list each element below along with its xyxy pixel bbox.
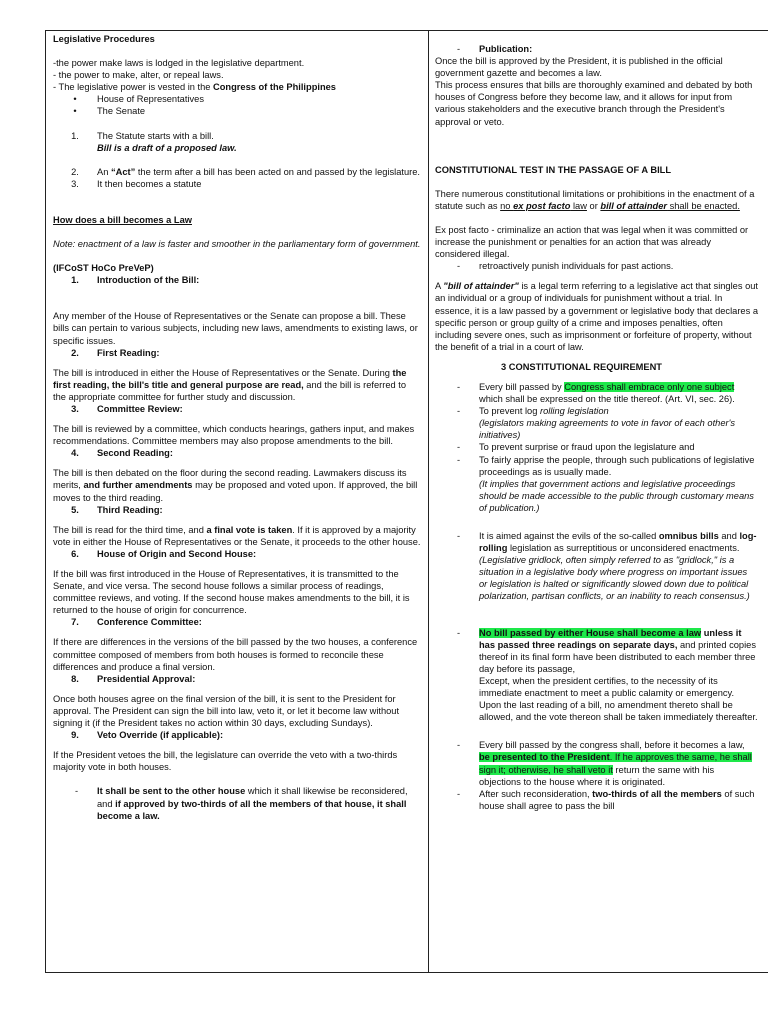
subsection-heading: How does a bill becomes a Law (53, 214, 192, 225)
step-heading: 4. Second Reading: (71, 448, 173, 459)
column-divider (428, 30, 429, 973)
step-body: If there are differences in the versions of the bill passed by the two houses, a conference committee composed of members from both houses is formed to reconcile these differences and produce a final version. (53, 637, 418, 672)
body-text: A "bill of attainder" is a legal term referring to a legislative act that singles out an individual or a group of individuals for punishment without a trial. In essence, it is a law passed by a government or legislative body that declares a specific person or group guilty of a crime and imposes penalties, often including severe ones, such as imprisonment or forfeiture of property, without the benefit of a trial in a court of law. (435, 281, 758, 352)
step-body: The bill is introduced in either the House of Representatives or the Senate. During the first reading, the bill's title and general purpose are read, and the bill is referred to the appropriate committee for further study and discussion. (53, 367, 407, 402)
body-text: There numerous constitutional limitations or prohibitions in the enactment of a statute such as no ex post facto law or bill of attainder shall be enacted. (435, 188, 755, 211)
list-item: • The Senate (73, 106, 146, 117)
list-item: • House of Representatives (73, 94, 204, 105)
list-item: - retroactively punish individuals for past actions. (457, 261, 674, 272)
step-heading: 2. First Reading: (71, 347, 160, 358)
body-text: Once the bill is approved by the President, it is published in the official government gazette and becomes a law. (435, 56, 723, 79)
list-item: - To fairly apprise the people, through such publications of legislative proceedings as is usually made. (It implies that government actions and legislative proceedings should be made accessible to the public through customary means of publication.) (457, 454, 755, 513)
list-item: 1. The Statute starts with a bill. Bill is a draft of a proposed law. (71, 130, 237, 153)
mnemonic-text: (IFCoST HoCo PreVeP) (53, 263, 154, 274)
left-column (53, 33, 421, 822)
step-heading: 1. Introduction of the Bill: (71, 275, 200, 286)
list-item: - It shall be sent to the other house which it shall likewise be reconsidered, and if approved by two-thirds of all the members of that house, it shall become a law. (75, 786, 408, 821)
subsection-heading: CONSTITUTIONAL TEST IN THE PASSAGE OF A BILL (435, 164, 672, 175)
step-body: The bill is reviewed by a committee, which conducts hearings, gathers input, and makes recommendations. Committee members may also propose amendments to the bill. (53, 424, 415, 447)
list-item: 3. It then becomes a statute (71, 178, 202, 189)
step-heading: 5. Third Reading: (71, 504, 163, 515)
list-item: - Every bill passed by the congress shall, before it becomes a law, be presented to the President. If he approves the same, he shall sign it; otherwise, he shall veto it return the same with his objections to the house where it is originated. (457, 740, 752, 787)
list-item: - To prevent log rolling legislation (legislators making agreements to vote in favor of each other's initiatives) (457, 406, 736, 441)
step-heading: 9. Veto Override (if applicable): (71, 730, 224, 741)
list-item: - Publication: (457, 44, 533, 54)
step-heading: 3. Committee Review: (71, 403, 183, 414)
intro-line: - The legislative power is vested in the Congress of the Philippines (53, 82, 336, 93)
subsection-heading: 3 CONSTITUTIONAL REQUIREMENT (501, 361, 662, 372)
list-item: - Every bill passed by Congress shall embrace only one subject which shall be expressed on the title thereof. (Art. VI, sec. 26). (457, 381, 735, 405)
step-body: Once both houses agree on the final version of the bill, it is sent to the President for approval. The President can sign the bill into law, veto it, or let it become law without signing it (if the President takes no action within 30 days, excluding Sundays). (53, 693, 400, 729)
intro-line: -the power make laws is lodged in the legislative department. (53, 58, 305, 69)
body-text: Ex post facto - criminalize an action that was legal when it was committed or increase the punishment or penalties for an action that was already considered illegal. (435, 224, 749, 260)
step-body: Any member of the House of Representatives or the Senate can propose a bill. These bills can pertain to various subjects, including new laws, amendments to existing laws, or specific issues. (53, 311, 418, 346)
list-item: - To prevent surprise or fraud upon the legislature and (457, 442, 695, 453)
note-text: Note: enactment of a law is faster and smoother in the parliamentary form of government. (53, 239, 421, 250)
step-body: The bill is read for the third time, and a final vote is taken. If it is approved by a majority vote in either the House of Representatives or the Senate, it proceeds to the other house. (53, 524, 421, 547)
step-heading: 7. Conference Committee: (71, 617, 202, 628)
body-text: This process ensures that bills are thoroughly examined and debated by both houses of Congress before they become law, and it allows for input from various stakeholders and the executive branch through the President's approval or veto. (435, 80, 753, 127)
step-body: The bill is then debated on the floor during the second reading. Lawmakers discuss its merits, and further amendments may be proposed and voted upon. If approved, the bill moves to the third reading. (53, 468, 418, 503)
list-item: 2. An “Act” the term after a bill has been acted on and passed by the legislature. (71, 166, 421, 177)
step-heading: 6. House of Origin and Second House: (71, 548, 257, 559)
step-body: If the bill was first introduced in the House of Representatives, it is transmitted to the Senate, and vice versa. The second house follows a similar process of readings, committee reviews, and voting. If the second house makes amendments to the bill, it is returned to the house of origin for concurrence. (53, 569, 410, 616)
step-body: If the President vetoes the bill, the legislature can override the veto with a two-thirds majority vote in both houses. (53, 750, 398, 773)
list-item: - No bill passed by either House shall become a law unless it has passed three readings on separate days, and printed copies thereof in its final form have been distributed to each member three day before its passage, Except, when the president certifies, to the necessity of its immediate enactment to meet a public calamity or emergency. Upon the last reading of a bill, no amendment thereto shall be allowed, and the vote thereon shall be taken immediately thereafter. (457, 627, 758, 723)
intro-line: - the power to make, alter, or repeal laws. (53, 70, 224, 81)
list-item: - It is aimed against the evils of the so-called omnibus bills and log-rolling legislation as surreptitious or unconsidered enactments. (Legislative gridlock, often simply referred to as "gridlock," is a situation in a legislative body where progress on important issues or legislation is halted or significantly slowed down due to political polarization, partisan conflicts, or an inability to reach consensus.) (457, 531, 757, 602)
list-item: - After such reconsideration, two-thirds of all the members of such house shall agree to pass the bill (457, 788, 755, 811)
step-heading: 8. Presidential Approval: (71, 673, 196, 684)
section-title: Legislative Procedures (53, 34, 155, 44)
right-column (435, 43, 758, 812)
